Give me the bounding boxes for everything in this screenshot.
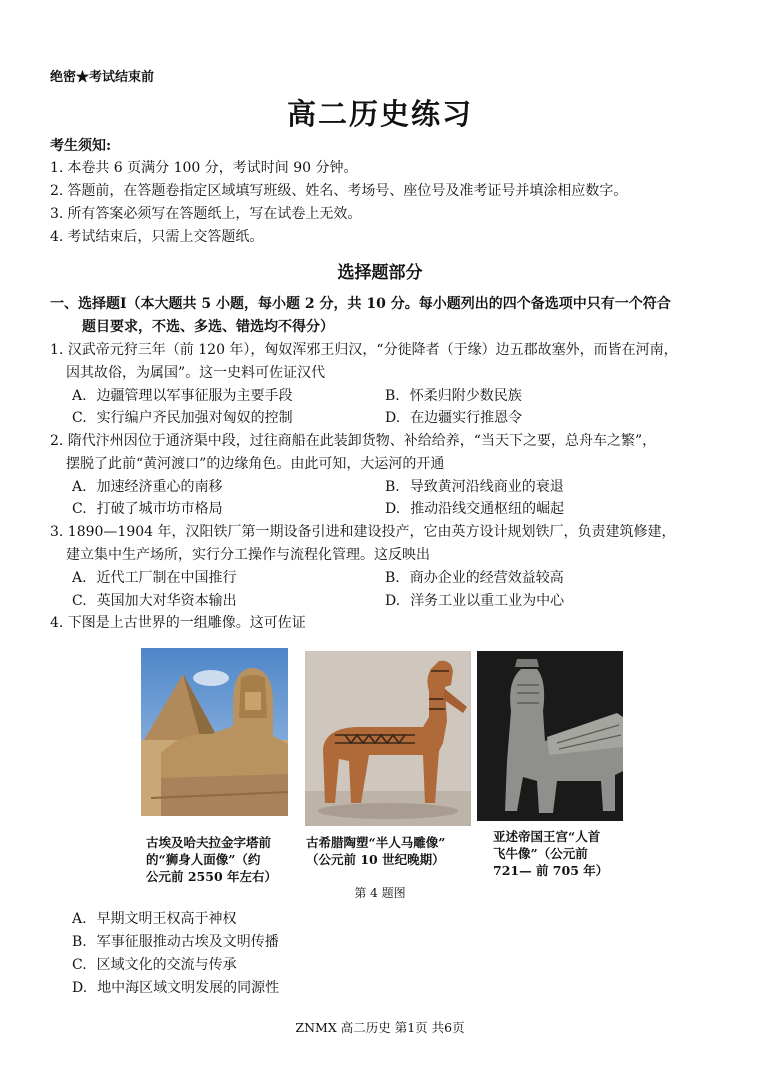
option-d[interactable]: D. 在边疆实行推恩令 [385, 410, 523, 426]
question-stem-cont: 摆脱了此前“黄河渡口”的边缘角色。由此可知，大运河的开通 [66, 456, 445, 472]
option-a[interactable]: A. 早期文明王权高于神权 [72, 911, 237, 927]
option-c[interactable]: C. 实行编户齐民加强对匈奴的控制 [72, 410, 293, 426]
centaur-statue-image [305, 651, 471, 826]
option-a[interactable]: A. 近代工厂制在中国推行 [72, 570, 237, 586]
figure-caption: 第 4 题图 [354, 886, 406, 900]
question-stem: 3. 1890—1904 年，汉阳铁厂第一期设备引进和建设投产，它由英方设计规划铁厂，负责建筑修建， [50, 524, 676, 540]
option-a[interactable]: A. 边疆管理以军事征服为主要手段 [72, 388, 293, 404]
option-b[interactable]: B. 怀柔归附少数民族 [385, 388, 522, 404]
question-stem-cont: 建立集中生产场所，实行分工操作与流程化管理。这反映出 [66, 547, 430, 563]
notice-item: 2. 答题前，在答题卷指定区域填写班级、姓名、考场号、座位号及准考证号并填涂相应数字。 [50, 183, 628, 199]
option-c[interactable]: C. 英国加大对华资本输出 [72, 593, 237, 609]
option-d[interactable]: D. 地中海区域文明发展的同源性 [72, 980, 280, 996]
option-b[interactable]: B. 商办企业的经营效益较高 [385, 570, 564, 586]
option-d[interactable]: D. 推动沿线交通枢纽的崛起 [385, 501, 565, 517]
option-c[interactable]: C. 打破了城市坊市格局 [72, 501, 223, 517]
sphinx-pyramid-image [141, 648, 288, 816]
option-c[interactable]: C. 区域文化的交流与传承 [72, 957, 237, 973]
section-title: 选择题部分 [337, 263, 423, 283]
part-instruction-cont: 题目要求，不选、多选、错选均不得分） [82, 319, 334, 335]
part-instruction: 一、选择题Ⅰ（本大题共 5 小题，每小题 2 分，共 10 分。每小题列出的四个备选项中只有一个符合 [50, 296, 671, 312]
page-footer: ZNMX 高二历史 第1页 共6页 [295, 1020, 465, 1035]
lamassu-image [477, 651, 623, 821]
image-caption: 古埃及哈夫拉金字塔前 的“狮身人面像”（约 公元前 2550 年左右） [146, 835, 277, 884]
question-stem: 4. 下图是上古世界的一组雕像。这可佐证 [50, 615, 306, 631]
secret-label: 绝密★考试结束前 [50, 70, 155, 85]
option-b[interactable]: B. 军事征服推动古埃及文明传播 [72, 934, 279, 950]
image-caption: 古希腊陶塑“半人马雕像” （公元前 10 世纪晚期） [306, 835, 446, 867]
page-title: 高二历史练习 [286, 97, 473, 131]
notice-heading: 考生须知: [50, 138, 112, 154]
image-caption: 亚述帝国王宫“人首 飞牛像”（公元前 721— 前 705 年） [493, 829, 609, 878]
notice-item: 3. 所有答案必须写在答题纸上，写在试卷上无效。 [50, 206, 362, 222]
option-a[interactable]: A. 加速经济重心的南移 [72, 479, 223, 495]
notice-item: 4. 考试结束后，只需上交答题纸。 [50, 229, 264, 245]
question-stem-cont: 因其故俗，为属国”。这一史料可佐证汉代 [66, 365, 326, 381]
option-b[interactable]: B. 导致黄河沿线商业的衰退 [385, 479, 564, 495]
question-stem: 1. 汉武帝元狩三年（前 120 年），匈奴浑邪王归汉，“分徙降者（于缘）边五郡故塞外，而皆在河南， [50, 342, 678, 358]
notice-item: 1. 本卷共 6 页满分 100 分，考试时间 90 分钟。 [50, 160, 358, 176]
question-stem: 2. 隋代汴州因位于通济渠中段，过往商船在此装卸货物、补给给养，“当天下之要，总舟车之繁”， [50, 433, 657, 449]
option-d[interactable]: D. 洋务工业以重工业为中心 [385, 593, 565, 609]
